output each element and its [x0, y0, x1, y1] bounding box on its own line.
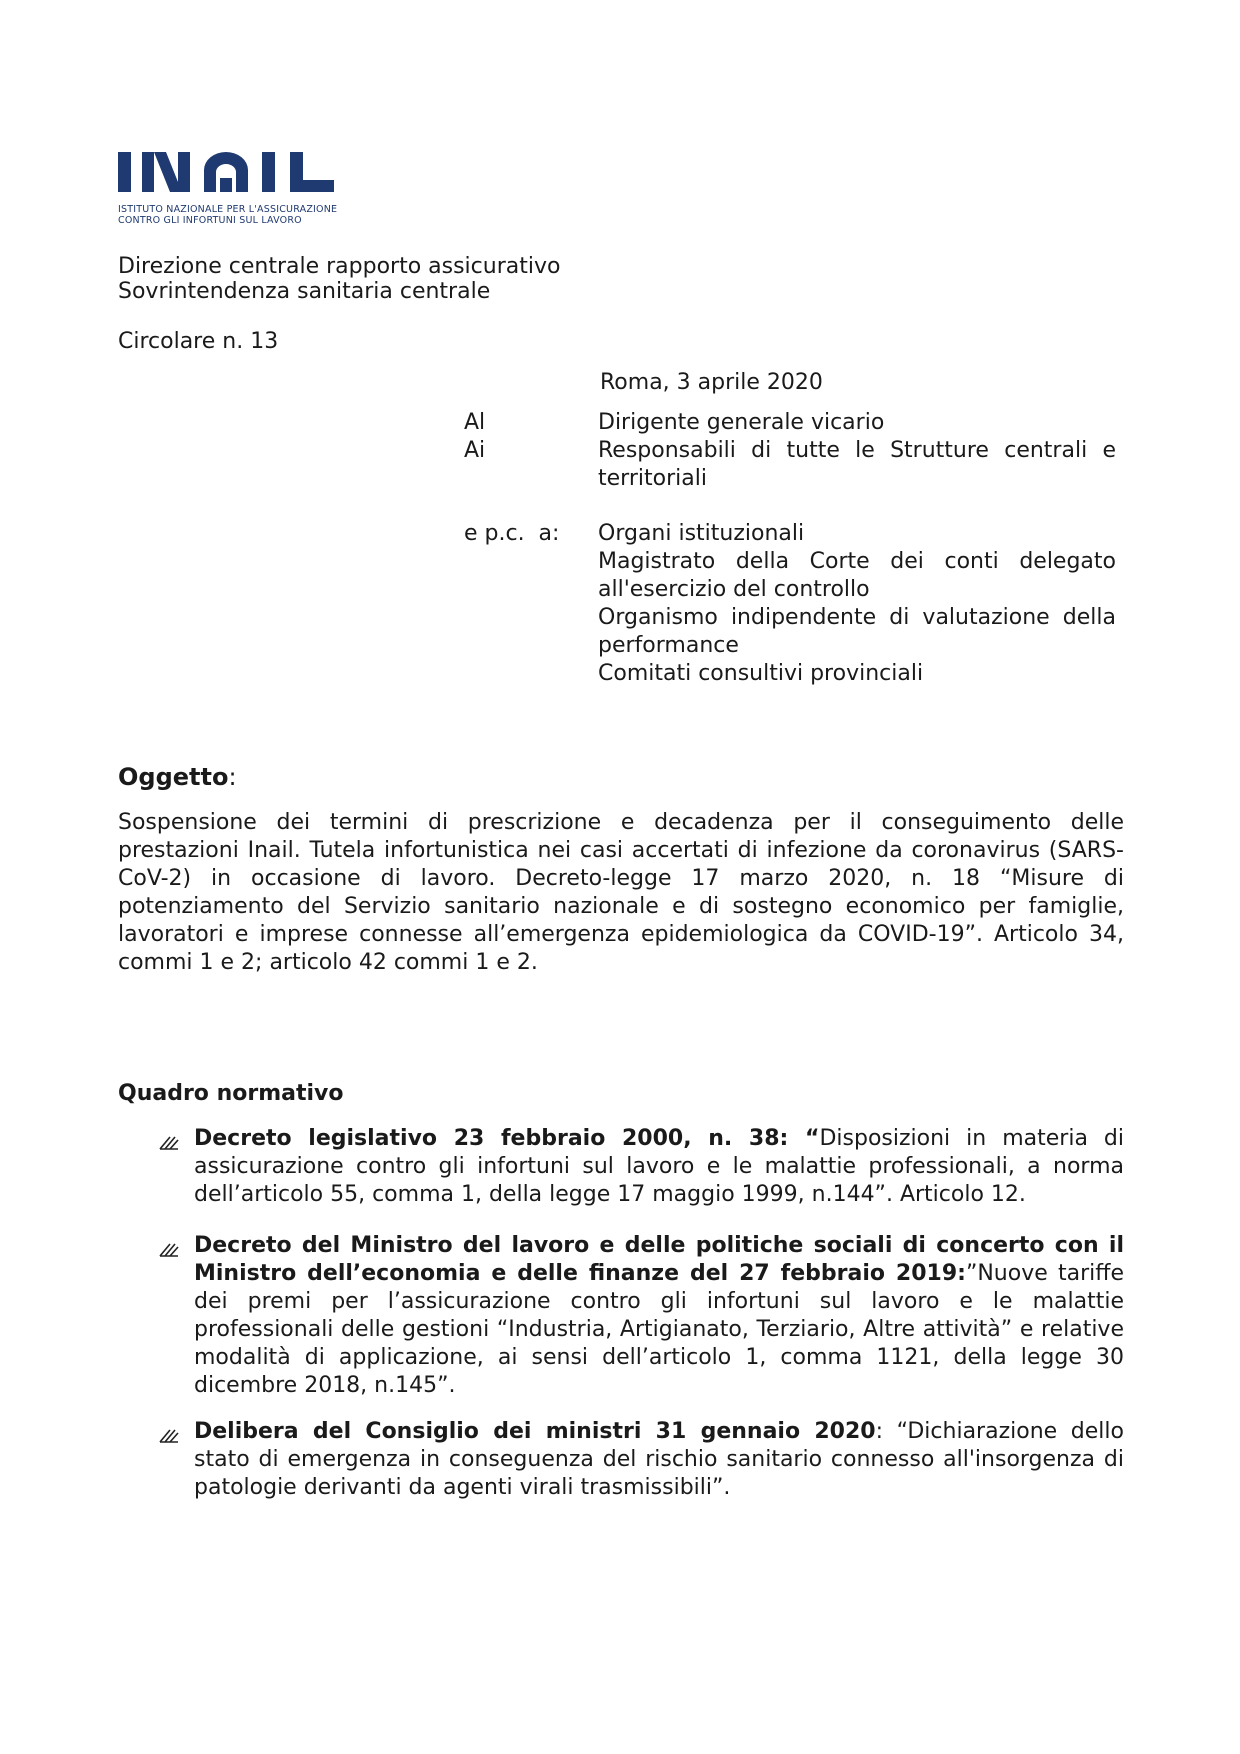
addressee-label-epc: e p.c. a: — [464, 521, 560, 546]
department-line-2: Sovrintendenza sanitaria centrale — [118, 279, 491, 304]
pencil-bullet-icon — [158, 1238, 180, 1258]
place-date: Roma, 3 aprile 2020 — [600, 370, 823, 395]
addressee-ai: Responsabili di tutte le Strutture centrali e territoriali — [598, 438, 1116, 491]
legal-reference-title: Decreto legislativo 23 febbraio 2000, n. 38: “ — [194, 1126, 820, 1151]
legal-reference-text: : “Dichiarazione dello stato di emergenza in conseguenza del rischio sanitario connesso all'insorgenza di patologie derivanti da agenti virali trasmissibili”. — [194, 1419, 1124, 1500]
addressee-epc-item: Organismo indipendente di valutazione della performance — [598, 605, 1116, 658]
addressee-label-al: Al — [464, 410, 486, 435]
addressee-epc-item: Magistrato della Corte dei conti delegato all'esercizio del controllo — [598, 549, 1116, 602]
legal-reference-title: Decreto del Ministro del lavoro e delle politiche sociali di concerto con il Ministro dell’economia e delle finanze del 27 febbraio 2019: — [194, 1233, 1124, 1286]
subject-heading — [118, 763, 237, 791]
addressee-label-ai: Ai — [464, 438, 486, 463]
subject-heading-colon: : — [228, 763, 237, 791]
pencil-bullet-icon — [158, 1131, 180, 1151]
inail-wordmark — [118, 148, 344, 196]
legal-reference-text: Disposizioni in materia di assicurazione contro gli infortuni sul lavoro e le malattie professionali, a norma dell’articolo 55, comma 1, della legge 17 maggio 1999, n.144”. Articolo 12. — [194, 1126, 1125, 1207]
legal-reference-item — [158, 1232, 1124, 1400]
logo-subtitle-line2: CONTRO GLI INFORTUNI SUL LAVORO — [118, 215, 302, 226]
addressee-epc-item: Comitati consultivi provinciali — [598, 661, 924, 686]
inail-logo — [118, 148, 348, 238]
addressee-al: Dirigente generale vicario — [598, 410, 885, 435]
legal-reference-text: ”Nuove tariffe dei premi per l’assicurazione contro gli infortuni sul lavoro e le malattie professionali delle gestioni “Industria, Artigianato, Terziario, Altre attività” e relative modalità di applicazione, ai sensi dell’articolo 1, comma 1121, della legge 30 dicembre 2018, n.145”. — [194, 1261, 1124, 1398]
pencil-bullet-icon — [158, 1424, 180, 1444]
addressee-epc-list — [598, 520, 1116, 688]
legal-reference-item — [158, 1125, 1124, 1209]
quadro-normativo-heading: Quadro normativo — [118, 1081, 344, 1106]
circolare-number: Circolare n. 13 — [118, 329, 279, 354]
addressee-epc-item: Organi istituzionali — [598, 521, 805, 546]
logo-subtitle — [118, 204, 348, 226]
logo-subtitle-line1: ISTITUTO NAZIONALE PER L'ASSICURAZIONE — [118, 204, 338, 215]
legal-reference-item — [158, 1418, 1124, 1502]
subject-body: Sospensione dei termini di prescrizione e decadenza per il conseguimento delle prestazioni Inail. Tutela infortunistica nei casi accertati di infezione da coronavirus (SARS- CoV-2) in occasione di lavoro. Decreto-legge 17 marzo 2020, n. 18 “Misure di potenziamento del Servizio sanitario nazionale e di sostegno economico per famiglie, lavoratori e imprese connesse all’emergenza epidemiologica da COVID-19”. Articolo 34, commi 1 e 2; articolo 42 commi 1 e 2. — [118, 810, 1124, 975]
legal-reference-title: Delibera del Consiglio dei ministri 31 gennaio 2020 — [194, 1419, 876, 1444]
department-line-1: Direzione centrale rapporto assicurativo — [118, 254, 561, 279]
subject-heading-text: Oggetto — [118, 763, 229, 791]
